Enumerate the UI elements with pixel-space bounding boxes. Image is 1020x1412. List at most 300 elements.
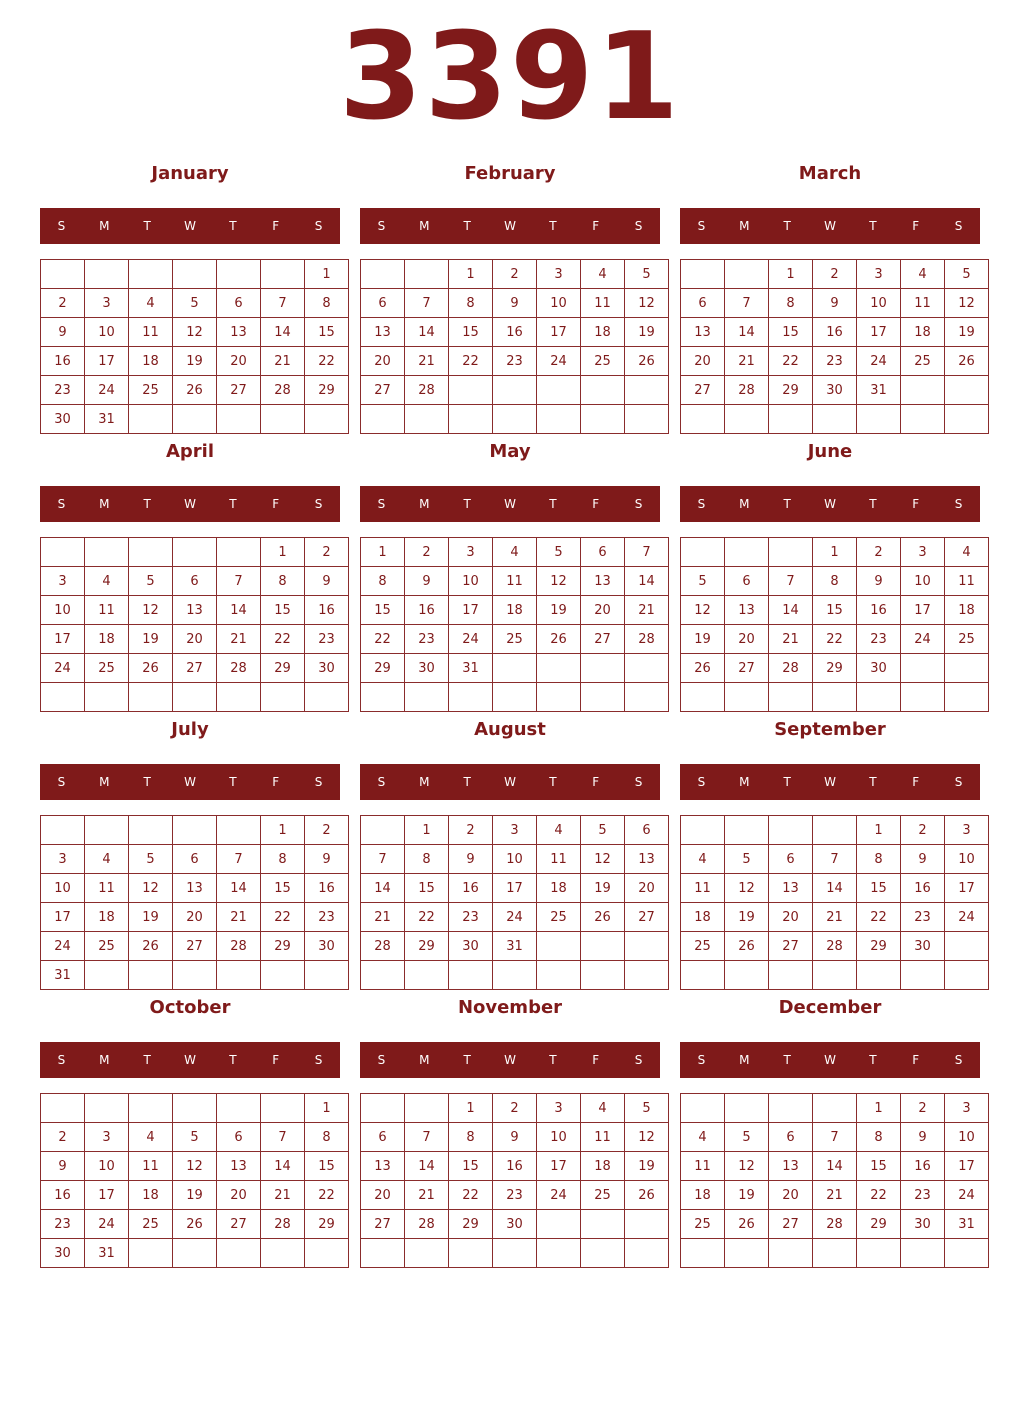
day-cell: 16 [41,347,85,376]
day-cell: 28 [813,1210,857,1239]
day-cell: 6 [725,567,769,596]
day-cell: 6 [625,816,669,845]
day-cell: 31 [857,376,901,405]
day-cell: 23 [449,903,493,932]
day-cell: 9 [813,289,857,318]
month-name: December [778,997,882,1018]
day-cell: 20 [581,596,625,625]
week-row [361,683,669,712]
day-cell: 25 [85,932,129,961]
day-cell: 26 [173,376,217,405]
day-cell: 25 [537,903,581,932]
day-cell: 15 [857,1152,901,1181]
day-cell: 11 [493,567,537,596]
weekday-label: T [229,775,237,789]
week-row [681,347,989,376]
day-cell: 16 [901,1152,945,1181]
day-cell: 19 [129,903,173,932]
day-cell: 31 [41,961,85,990]
day-cell: 18 [581,1152,625,1181]
empty-day-cell [581,376,625,405]
weekday-label: M [419,497,430,511]
day-cell: 15 [261,874,305,903]
day-cell: 1 [449,260,493,289]
day-cell: 28 [725,376,769,405]
week-row [681,260,989,289]
day-cell: 5 [725,845,769,874]
empty-day-cell [361,405,405,434]
day-cell: 15 [813,596,857,625]
empty-day-cell [857,961,901,990]
day-cell: 7 [625,538,669,567]
week-row [361,1123,669,1152]
day-cell: 11 [85,596,129,625]
day-cell: 15 [261,596,305,625]
empty-day-cell [129,816,173,845]
empty-day-cell [681,405,725,434]
weekday-label: M [419,219,430,233]
weekday-label: M [739,219,750,233]
empty-day-cell [217,683,261,712]
day-cell: 8 [305,1123,349,1152]
empty-day-cell [725,961,769,990]
day-cell: 21 [361,903,405,932]
week-row [41,567,349,596]
day-cell: 9 [493,289,537,318]
day-cell: 17 [901,596,945,625]
empty-day-cell [261,405,305,434]
empty-day-cell [725,683,769,712]
week-row [41,260,349,289]
weekday-label: S [314,219,323,233]
day-cell: 8 [813,567,857,596]
day-cell: 14 [625,567,669,596]
weekday-label: M [99,219,110,233]
day-cell: 6 [361,1123,405,1152]
empty-day-cell [725,816,769,845]
week-row [41,318,349,347]
day-cell: 26 [581,903,625,932]
week-row [41,596,349,625]
day-cell: 24 [945,1181,989,1210]
day-cell: 21 [405,347,449,376]
day-cell: 8 [305,289,349,318]
weekday-label: F [912,775,920,789]
day-cell: 23 [305,625,349,654]
weekday-label: T [229,497,237,511]
empty-day-cell [405,961,449,990]
day-cell: 19 [129,625,173,654]
week-row [681,816,989,845]
empty-day-cell [625,405,669,434]
day-cell: 9 [901,845,945,874]
empty-day-cell [857,683,901,712]
day-cell: 5 [581,816,625,845]
weekday-label: T [143,1053,151,1067]
empty-day-cell [493,376,537,405]
day-cell: 22 [857,903,901,932]
day-cell: 2 [305,538,349,567]
empty-day-cell [449,376,493,405]
day-cell: 13 [361,318,405,347]
day-cell: 8 [769,289,813,318]
day-cell: 30 [449,932,493,961]
weekday-label: W [504,219,516,233]
day-cell: 14 [813,874,857,903]
day-cell: 27 [361,376,405,405]
day-cell: 15 [361,596,405,625]
empty-day-cell [129,538,173,567]
day-cell: 10 [41,874,85,903]
empty-day-cell [537,961,581,990]
weekday-label: T [869,1053,877,1067]
day-cell: 13 [173,874,217,903]
empty-day-cell [41,1094,85,1123]
weekday-label: T [783,775,791,789]
day-cell: 25 [945,625,989,654]
day-cell: 16 [901,874,945,903]
day-cell: 5 [945,260,989,289]
day-cell: 31 [945,1210,989,1239]
week-row [681,405,989,434]
weekday-header [360,208,660,244]
weekday-label: S [57,497,66,511]
day-cell: 27 [725,654,769,683]
day-cell: 18 [85,903,129,932]
empty-day-cell [813,961,857,990]
week-row [361,845,669,874]
empty-day-cell [217,538,261,567]
day-cell: 3 [537,1094,581,1123]
day-cell: 27 [217,1210,261,1239]
day-cell: 19 [625,1152,669,1181]
week-row [681,961,989,990]
empty-day-cell [217,1094,261,1123]
empty-day-cell [261,1239,305,1268]
day-cell: 15 [857,874,901,903]
empty-day-cell [681,961,725,990]
weekday-header [680,764,980,800]
empty-day-cell [581,1239,625,1268]
weekday-label: F [592,1053,600,1067]
day-cell: 10 [41,596,85,625]
empty-day-cell [129,260,173,289]
day-cell: 22 [857,1181,901,1210]
day-cell: 12 [173,318,217,347]
weekday-label: W [824,1053,836,1067]
day-cell: 10 [85,1152,129,1181]
week-row [41,903,349,932]
day-cell: 17 [41,625,85,654]
empty-day-cell [173,961,217,990]
day-cell: 21 [813,903,857,932]
weekday-header [680,208,980,244]
empty-day-cell [681,683,725,712]
empty-day-cell [537,683,581,712]
empty-day-cell [581,405,625,434]
day-cell: 10 [537,289,581,318]
day-cell: 30 [901,932,945,961]
day-cell: 2 [901,816,945,845]
week-row [361,625,669,654]
day-cell: 11 [129,1152,173,1181]
day-cell: 18 [581,318,625,347]
day-cell: 8 [405,845,449,874]
weekday-label: S [377,1053,386,1067]
weekday-label: S [954,497,963,511]
day-cell: 10 [901,567,945,596]
day-cell: 15 [305,1152,349,1181]
empty-day-cell [681,538,725,567]
empty-day-cell [217,816,261,845]
day-cell: 11 [581,289,625,318]
month-april [40,440,340,708]
day-cell: 24 [449,625,493,654]
day-cell: 25 [581,1181,625,1210]
day-cell: 1 [361,538,405,567]
week-row [361,874,669,903]
weekday-label: M [739,497,750,511]
empty-day-cell [129,683,173,712]
day-cell: 21 [769,625,813,654]
weekday-label: M [99,1053,110,1067]
empty-day-cell [537,405,581,434]
day-cell: 28 [769,654,813,683]
empty-day-cell [625,961,669,990]
day-cell: 27 [581,625,625,654]
day-cell: 21 [217,625,261,654]
weekday-label: T [549,775,557,789]
day-cell: 27 [625,903,669,932]
day-cell: 29 [261,932,305,961]
day-cell: 21 [725,347,769,376]
day-cell: 25 [129,376,173,405]
empty-day-cell [173,260,217,289]
day-grid [40,815,349,990]
week-row [41,289,349,318]
day-cell: 16 [305,596,349,625]
empty-day-cell [813,1239,857,1268]
month-name: June [807,441,853,462]
empty-day-cell [945,683,989,712]
day-cell: 3 [537,260,581,289]
day-cell: 25 [581,347,625,376]
day-cell: 13 [217,318,261,347]
day-cell: 21 [261,347,305,376]
day-cell: 20 [725,625,769,654]
day-cell: 19 [537,596,581,625]
day-cell: 26 [129,932,173,961]
week-row [681,1210,989,1239]
day-cell: 4 [581,260,625,289]
week-row [361,654,669,683]
day-cell: 29 [261,654,305,683]
day-cell: 5 [681,567,725,596]
empty-day-cell [41,816,85,845]
empty-day-cell [261,683,305,712]
empty-day-cell [85,260,129,289]
day-cell: 17 [449,596,493,625]
empty-day-cell [85,538,129,567]
day-cell: 12 [129,596,173,625]
empty-day-cell [361,260,405,289]
day-grid [360,259,669,434]
week-row [361,567,669,596]
empty-day-cell [901,654,945,683]
empty-day-cell [129,1239,173,1268]
day-cell: 4 [581,1094,625,1123]
empty-day-cell [493,961,537,990]
day-cell: 14 [769,596,813,625]
empty-day-cell [625,932,669,961]
weekday-label: T [869,497,877,511]
day-grid [360,537,669,712]
day-cell: 15 [305,318,349,347]
empty-day-cell [901,961,945,990]
day-cell: 28 [405,376,449,405]
empty-day-cell [493,683,537,712]
day-cell: 30 [493,1210,537,1239]
empty-day-cell [85,1094,129,1123]
week-row [41,1152,349,1181]
day-cell: 8 [449,1123,493,1152]
day-cell: 26 [725,932,769,961]
empty-day-cell [173,1239,217,1268]
weekday-label: T [549,219,557,233]
empty-day-cell [217,961,261,990]
week-row [361,318,669,347]
day-cell: 23 [41,376,85,405]
week-row [41,961,349,990]
day-cell: 24 [41,654,85,683]
weekday-label: S [57,1053,66,1067]
day-cell: 16 [813,318,857,347]
day-grid [40,1093,349,1268]
day-cell: 18 [85,625,129,654]
day-cell: 23 [305,903,349,932]
empty-day-cell [625,654,669,683]
week-row [681,376,989,405]
day-cell: 3 [85,289,129,318]
day-cell: 17 [857,318,901,347]
day-cell: 24 [41,932,85,961]
empty-day-cell [581,1210,625,1239]
day-cell: 1 [813,538,857,567]
day-cell: 10 [449,567,493,596]
week-row [361,816,669,845]
day-grid [680,537,989,712]
day-cell: 4 [681,1123,725,1152]
weekday-label: F [272,775,280,789]
weekday-label: T [463,497,471,511]
day-cell: 5 [625,260,669,289]
day-cell: 1 [261,816,305,845]
day-cell: 12 [173,1152,217,1181]
empty-day-cell [305,1239,349,1268]
day-cell: 12 [625,1123,669,1152]
empty-day-cell [769,1094,813,1123]
empty-day-cell [261,1094,305,1123]
day-cell: 28 [261,1210,305,1239]
weekday-header [360,486,660,522]
weekday-label: S [634,1053,643,1067]
day-cell: 8 [449,289,493,318]
weekday-label: F [592,219,600,233]
day-cell: 17 [85,347,129,376]
week-row [361,903,669,932]
day-cell: 18 [129,347,173,376]
weekday-label: S [57,219,66,233]
month-name: October [149,997,231,1018]
month-may [360,440,660,708]
weekday-label: T [783,497,791,511]
day-cell: 23 [493,1181,537,1210]
day-cell: 8 [857,1123,901,1152]
weekday-label: F [912,497,920,511]
day-cell: 22 [449,1181,493,1210]
day-cell: 16 [41,1181,85,1210]
week-row [41,347,349,376]
week-row [41,683,349,712]
weekday-label: T [549,1053,557,1067]
week-row [361,260,669,289]
empty-day-cell [173,683,217,712]
empty-day-cell [901,405,945,434]
day-cell: 1 [449,1094,493,1123]
empty-day-cell [129,1094,173,1123]
empty-day-cell [173,538,217,567]
weekday-label: S [314,775,323,789]
empty-day-cell [681,816,725,845]
day-cell: 24 [85,376,129,405]
day-cell: 8 [857,845,901,874]
empty-day-cell [537,1239,581,1268]
empty-day-cell [901,1239,945,1268]
day-cell: 26 [681,654,725,683]
day-cell: 9 [493,1123,537,1152]
empty-day-cell [41,260,85,289]
weekday-label: S [697,1053,706,1067]
empty-day-cell [361,683,405,712]
day-cell: 11 [129,318,173,347]
day-cell: 6 [361,289,405,318]
weekday-label: F [592,497,600,511]
weekday-label: T [463,1053,471,1067]
weekday-label: M [739,775,750,789]
day-cell: 10 [537,1123,581,1152]
empty-day-cell [625,1239,669,1268]
day-cell: 12 [945,289,989,318]
day-grid [680,1093,989,1268]
day-cell: 22 [261,625,305,654]
day-cell: 2 [41,289,85,318]
week-row [361,932,669,961]
weekday-label: T [463,775,471,789]
day-grid [680,259,989,434]
day-cell: 9 [41,1152,85,1181]
day-cell: 9 [41,318,85,347]
empty-day-cell [173,1094,217,1123]
week-row [681,1152,989,1181]
week-row [41,405,349,434]
day-cell: 20 [769,903,813,932]
empty-day-cell [449,1239,493,1268]
day-cell: 20 [217,347,261,376]
week-row [41,654,349,683]
empty-day-cell [725,405,769,434]
day-cell: 19 [173,1181,217,1210]
day-cell: 30 [41,405,85,434]
